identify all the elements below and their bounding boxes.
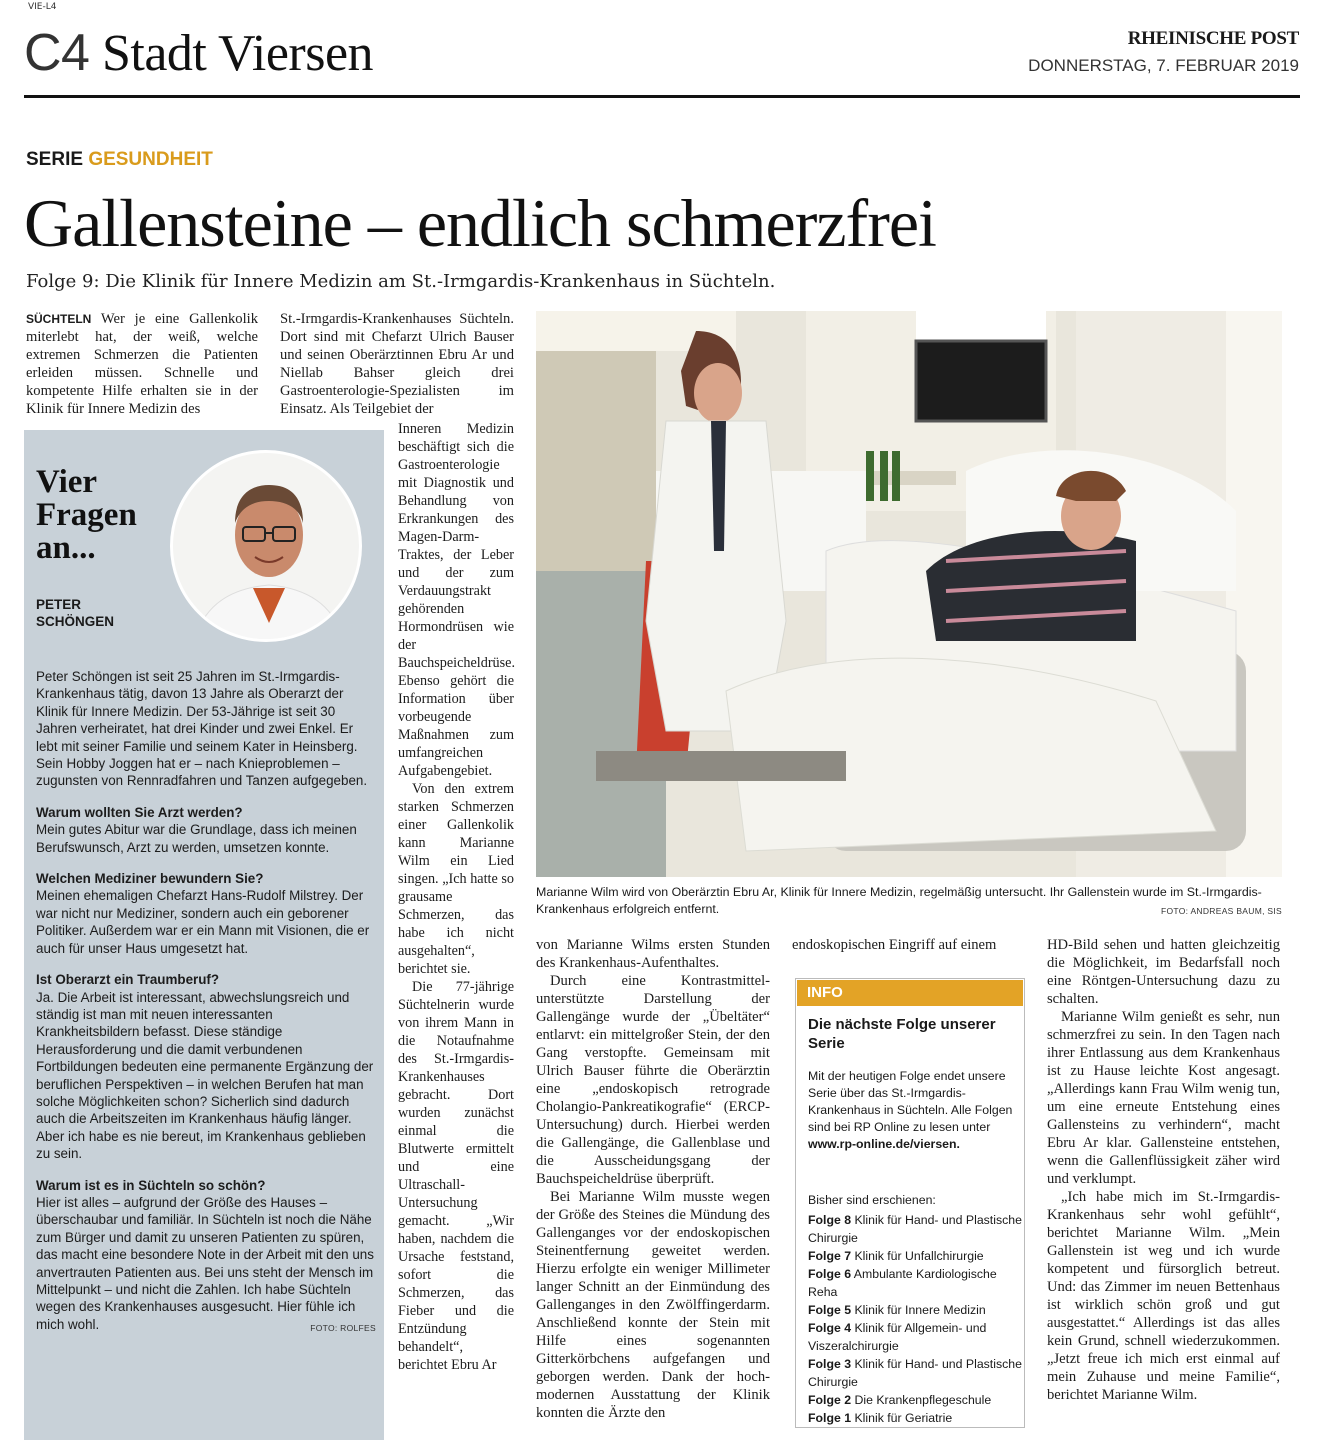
episode-title: Klinik für Allgemein- und Viszeralchirurgie (808, 1321, 987, 1353)
col4-para-3: Bei Marianne Wilm musste wegen der Größe des Steines die Mündung des Gallenganges vor der endoskopischen Steinentfernung geweitet werden. Hierzu erfolgte ein weniger Millimeter langer Schnitt an der Einmündung des Gallenganges in den Zwölffingerdarm. Anschließend konnte der Stein mit Hilfe eines sogenannten Gitterkörbchens aufgefangen und geborgen werden. Dank der hoch-modernen Ausstattung der Klinik konnten die Ärzte den (536, 1189, 770, 1421)
dateline: SÜCHTELN (26, 312, 92, 326)
interview-body (36, 668, 376, 1337)
interview-title-text: Vier Fragen an... (36, 464, 137, 566)
article-column-2 (280, 310, 514, 418)
episode-item (808, 1391, 1022, 1409)
hospital-room-illustration (536, 311, 1282, 877)
col4-para-1: von Marianne Wilms ersten Stunden des Krankenhaus-Aufenthaltes. (536, 937, 770, 971)
issue-date: DONNERSTAG, 7. FEBRUAR 2019 (1028, 56, 1299, 75)
episode-item (808, 1319, 1022, 1355)
masthead-rule (24, 95, 1300, 98)
episode-number: Folge 2 (808, 1393, 852, 1407)
episode-item (808, 1355, 1022, 1391)
article-column-4 (536, 936, 770, 1422)
page-code-label: VIE-L4 (28, 2, 57, 12)
episode-number: Folge 8 (808, 1213, 852, 1227)
question-2: Welchen Mediziner bewundern Sie? (36, 871, 264, 887)
col3-para-1: Inneren Medizin beschäftigt sich die Gastroenterologie mit Diagnostik und Behandlung von Erkrankungen des Magen-Darm-Traktes, der Leber und der zum Verdauungstrakt gehörenden Hormondrüsen wie der Bauchspeicheldrüse. Ebenso gehört die Information über vorbeugende Maßnahmen zum umfangreichen Aufgabengebiet. (398, 421, 516, 779)
episode-list (808, 1191, 1022, 1427)
article-column-1 (26, 310, 258, 418)
question-4: Warum ist es in Süchteln so schön? (36, 1177, 266, 1193)
article-headline: Gallensteine – endlich schmerzfrei (24, 185, 936, 261)
hospital-photo (536, 311, 1282, 877)
episode-title: Klinik für Geriatrie (854, 1411, 953, 1425)
question-1: Warum wollten Sie Arzt werden? (36, 804, 243, 820)
article-subhead: Folge 9: Die Klinik für Innere Medizin am St.-Irmgardis-Krankenhaus in Süchteln. (26, 271, 776, 292)
interviewee-last-name: SCHÖNGEN (36, 614, 115, 629)
episode-title: Klinik für Unfallchirurgie (854, 1249, 984, 1263)
col6-para-1: HD-Bild sehen und hatten gleichzeitig die Möglichkeit, im Bedarfsfall noch eine Röntgen-Untersuchung dazu zu schalten. (1047, 937, 1280, 1007)
episode-item (808, 1409, 1022, 1427)
interviewee-name (36, 596, 114, 630)
info-text-body: Mit der heutigen Folge endet unsere Serie über das St.-Irmgardis-Krankenhaus in Süchteln. Alle Folgen sind bei RP Online zu lesen unter (808, 1069, 1013, 1134)
interviewee-first-name: PETER (36, 597, 82, 612)
col3-para-2: Von den extrem starken Schmerzen einer Gallenkolik kann Marianne Wilm ein Lied singen. „Ich hatte so grausame Schmerzen, das habe ich nicht ausgehalten“, berichtet sie. (398, 781, 514, 977)
article-column-5 (792, 936, 1028, 954)
col5-para-1: endoskopischen Eingriff auf einem (792, 937, 997, 953)
info-title: Die nächste Folge unserer Serie (808, 1016, 996, 1052)
photo-caption: Marianne Wilm wird von Oberärztin Ebru Ar, Klinik für Innere Medizin, regelmäßig untersucht. Ihr Gallenstein wurde im St.-Irmgardis-Krankenhaus erfolgreich entfernt. (536, 885, 1262, 916)
section-name: Stadt Viersen (101, 25, 374, 82)
kicker-series: SERIE (26, 149, 84, 170)
info-label: INFO (797, 980, 1023, 1006)
episode-item (808, 1265, 1022, 1301)
intro-text-2: St.-Irmgardis-Krankenhauses Süchteln. Dort sind mit Chefarzt Ulrich Bauser und seinen Oberärztinnen Ebru Ar und Niellab Bahser gleich drei Gastroenterologie-Spezialisten im Einsatz. Als Teilgebiet der (280, 311, 514, 417)
episode-item (808, 1211, 1022, 1247)
info-text (808, 1068, 1020, 1153)
interviewee-bio: Peter Schöngen ist seit 25 Jahren im St.-Irmgardis-Krankenhaus tätig, davon 13 Jahre als Oberarzt der Klinik für Innere Medizin. Der 53-Jährige ist seit 30 Jahren verheiratet, hat drei Kinder und zwei Enkel. Er lebt mit seiner Familie und seinem Kater in Heinsberg. Sein Hobby Joggen hat er – nach Knieproblemen – zugunsten von Rennradfahren und Tanzen aufgegeben. (36, 669, 368, 789)
episode-title: Klinik für Hand- und Plastische Chirurgie (808, 1357, 1022, 1389)
episode-list-intro: Bisher sind erschienen: (808, 1193, 936, 1207)
portrait-illustration (173, 453, 362, 642)
col6-para-2: Marianne Wilm genießt es sehr, nun schmerzfrei zu sein. In den Tagen nach ihrer Entlassung aus dem Krankenhaus ist zu Hause leichte Kost angesagt. „Allerdings kann Frau Wilm wenig tun, um eine erneute Entstehung eines Gallensteins zu verhindern“, macht Ebru Ar klar. Gallensteine entstehen, wenn die Gallenflüssigkeit zäher wird und verklumpt. (1047, 1009, 1280, 1187)
answer-4-text: Hier ist alles – aufgrund der Größe des Hauses – überschaubar und familiär. In Süchteln ist noch die Nähe zum Bürger und damit zu unseren Patienten zu spüren, das macht eine besondere Note in der Arbeit mit den uns anvertrauten Patienten aus. Bei uns steht der Mensch im Mittelpunkt – und nicht die Zahlen. Ich habe Süchteln wegen des Krankenhauses ausgesucht. Hier fühle ich mich wohl. (36, 1194, 374, 1332)
episode-item (808, 1247, 1022, 1265)
section-title (24, 24, 373, 83)
episode-number: Folge 1 (808, 1411, 852, 1425)
question-3: Ist Oberarzt ein Traumberuf? (36, 972, 220, 988)
article-kicker (26, 149, 213, 171)
kicker-topic: GESUNDHEIT (88, 149, 213, 170)
page-number: C4 (24, 24, 90, 82)
answer-4 (36, 1194, 376, 1333)
photo-credit: FOTO: ANDREAS BAUM, SIS (1160, 906, 1282, 916)
answer-2: Meinen ehemaligen Chefarzt Hans-Rudolf Milstrey. Der war nicht nur Mediziner, sondern auch ein geborener Politiker. Außerdem war er ein Mann mit Visionen, die er auch für unser Haus umgesetzt hat. (36, 888, 370, 956)
answer-1: Mein gutes Abitur war die Grundlage, dass ich meinen Berufswunsch, Arzt zu werden, umsetzen konnte. (36, 822, 357, 855)
intro-text-1: Wer je eine Gallenkolik miterlebt hat, der weiß, welche extremen Schmerzen die Patienten erleiden müssen. Schnelle und kompetente Hilfe erhalten sie in der Klinik für Innere Medizin des (26, 311, 258, 417)
episode-number: Folge 5 (808, 1303, 852, 1317)
col4-para-2: Durch eine Kontrastmittel-unterstützte Darstellung der Gallengänge wurde der „Übeltäter“ entlarvt: ein mittelgroßer Stein, der den Gang verstopfte. Gemeinsam mit Ulrich Bauser führte die Oberärztin eine „endoskopisch retrograde Cholangio-Pankreatikografie“ (ERCP-Untersuchung) durch. Hierbei werden die Gallengänge, die Gallenblase und die Ausscheidungsgang der Bauchspeicheldrüse überprüft. (536, 973, 770, 1187)
article-column-3 (398, 420, 514, 1374)
interview-title (36, 466, 156, 565)
portrait-credit: FOTO: ROLFES (310, 1322, 376, 1333)
portrait-photo (170, 450, 362, 642)
answer-3: Ja. Die Arbeit ist interessant, abwechslungsreich und ständig ist man mit neuen interessanten Krankheitsbildern befasst. Diese ständige Herausforderung und die damit verbundenen Fortbildungen bedeuten eine permanente Ergänzung der beruflichen Perspektiven – in welchen Berufen hat man solche Möglichkeiten schon? Sicherlich sind dadurch auch die Arbeitszeiten im Krankenhaus häufig länger. Aber ich habe es nie bereut, im Krankenhaus geblieben zu sein. (36, 989, 374, 1162)
episode-title: Klinik für Hand- und Plastische Chirurgie (808, 1213, 1022, 1245)
col3-para-3: Die 77-jährige Süchtelnerin wurde von ihrem Mann in die Notaufnahme des St.-Irmgardis-Krankenhauses gebracht. Dort wurden zunächst einmal die Blutwerte ermittelt und eine Ultraschall-Untersuchung gemacht. „Wir haben, nachdem die Ursache feststand, sofort die Schmerzen, das Fieber und die Entzündung behandelt“, berichtet Ebru Ar (398, 979, 514, 1373)
episode-title: Klinik für Innere Medizin (854, 1303, 986, 1317)
episode-number: Folge 4 (808, 1321, 852, 1335)
episode-number: Folge 7 (808, 1249, 852, 1263)
newspaper-brand: RHEINISCHE POST (1127, 28, 1299, 49)
episode-number: Folge 6 (808, 1267, 852, 1281)
article-column-6 (1047, 936, 1280, 1404)
episode-item (808, 1301, 1022, 1319)
episode-title: Ambulante Kardiologische Reha (808, 1267, 997, 1299)
col6-para-3: „Ich habe mich im St.-Irmgardis-Krankenhaus sehr wohl gefühlt“, berichtet Marianne Wilm. „Mein Gallenstein ist weg und ich wurde kompetent und fürsorglich betreut. Und: das Zimmer im neuen Bettenhaus ist wirklich schön groß und gut ausgestattet.“ Allerdings ist das alles kein Grund, schnell wiederzukommen. „Jetzt freue ich mich erst einmal auf mein Zuhause und meine Familie“, berichtet Marianne Wilm. (1047, 1189, 1280, 1403)
episode-title: Die Krankenpflegeschule (854, 1393, 992, 1407)
episode-number: Folge 3 (808, 1357, 852, 1371)
info-link[interactable]: www.rp-online.de/viersen. (808, 1137, 960, 1151)
